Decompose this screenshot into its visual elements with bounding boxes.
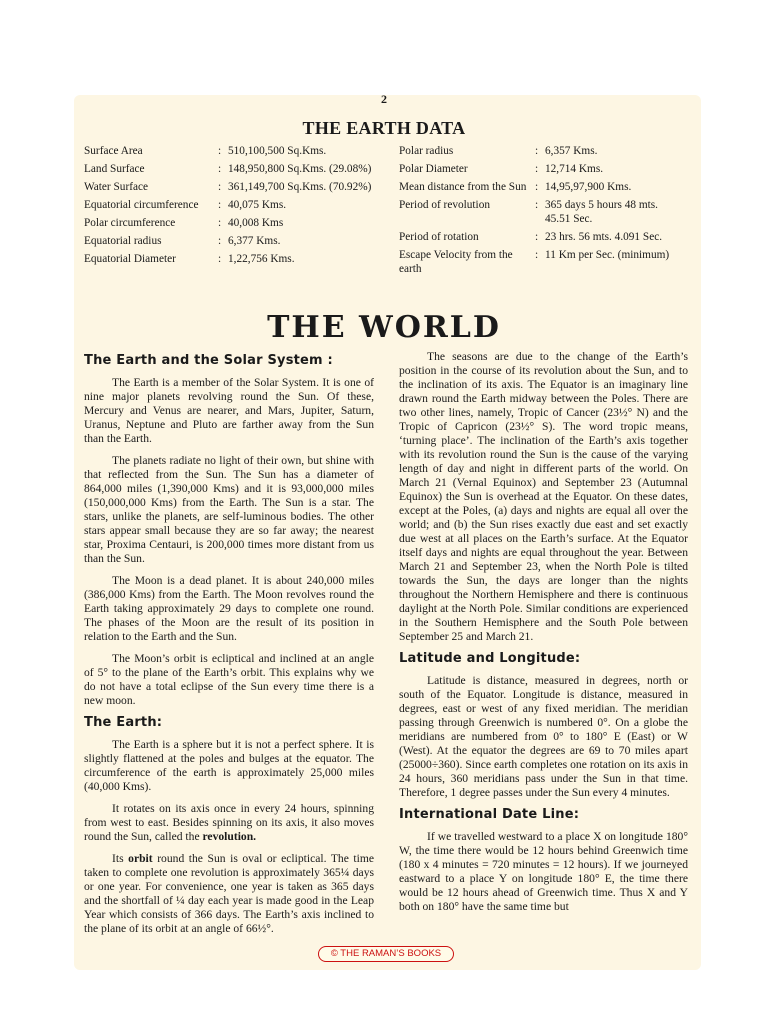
data-colon: : (218, 181, 222, 193)
data-value: 148,950,800 Sq.Kms. (29.08%) (228, 163, 372, 175)
data-colon: : (218, 253, 222, 265)
paragraph: Latitude is distance, measured in degrees, north or south of the Equator. Longitude is distance, measured in degrees, east or west of any fixed meridian. The meridian passing through Greenwich is numbered 0°. On a globe the meridians are numbered from 0° to 180° E (East) or W (West). At the equator the degrees are 69 to 70 miles apart (25000÷360). Since earth completes one rotation on its axis in 24 hours, 360 meridians pass under the Sun in that time. Therefore, 1 degree passes under the Sun every 4 minutes. (399, 674, 688, 799)
data-row (399, 180, 685, 194)
data-colon: : (535, 231, 539, 243)
data-label: Period of revolution (399, 199, 490, 211)
publisher-badge: © THE RAMAN’S BOOKS (318, 946, 454, 962)
data-label: Equatorial circumference (84, 199, 199, 211)
data-label: Land Surface (84, 163, 145, 175)
data-colon: : (535, 249, 539, 261)
data-row (84, 162, 380, 176)
data-value: 14,95,97,900 Kms. (545, 181, 632, 193)
data-colon: : (535, 163, 539, 175)
data-row (84, 234, 380, 248)
data-colon: : (218, 163, 222, 175)
data-row (399, 162, 685, 176)
paragraph (84, 852, 374, 936)
data-row (399, 230, 685, 244)
bold-term-orbit: orbit (128, 852, 153, 865)
data-colon: : (535, 145, 539, 157)
right-text-column (399, 350, 688, 922)
data-value: 365 days 5 hours 48 mts. 45.51 Sec. (545, 199, 658, 225)
data-colon: : (218, 217, 222, 229)
data-colon: : (218, 235, 222, 247)
earth-data-title: THE EARTH DATA (302, 118, 466, 138)
data-row (399, 248, 685, 276)
data-value: 361,149,700 Sq.Kms. (70.92%) (228, 181, 372, 193)
data-row (399, 144, 685, 158)
data-label: Water Surface (84, 181, 149, 193)
data-colon: : (535, 181, 539, 193)
data-value: 510,100,500 Sq.Kms. (228, 145, 327, 157)
data-label: Equatorial radius (84, 235, 162, 247)
data-value: 6,357 Kms. (545, 145, 598, 157)
paragraph: The planets radiate no light of their own, but shine with that reflected from the Sun. The Sun has a diameter of 864,000 miles (1,390,000 Kms) and it is 93,000,000 miles (150,000,000 Kms) from the Earth. The Sun is a star. The stars, unlike the planets, are self-luminous bodies. The other stars appear small because they are so far away; the nearest star, Proxima Centauri, is 200,000 times more distant from us than the Sun. (84, 454, 374, 565)
data-value: 12,714 Kms. (545, 163, 604, 175)
data-row (84, 180, 380, 194)
data-colon: : (218, 145, 222, 157)
left-text-column (84, 350, 374, 944)
text-span: It rotates on its axis once in every 24 hours, spinning from west to east. Besides spinning on its axis, it also moves round the Sun, called the (84, 802, 374, 843)
paragraph: The Earth is a member of the Solar System. It is one of nine major planets revolving round the Sun. Of these, Mercury and Venus are nearer, and Mars, Jupiter, Saturn, Uranus, Neptune and Pluto are farther away from the Sun than the Earth. (84, 376, 374, 445)
data-value: 1,22,756 Kms. (228, 253, 295, 265)
text-span: Its (112, 852, 129, 865)
data-label: Polar radius (399, 145, 454, 157)
earth-data-table-left (84, 144, 380, 270)
data-row (84, 216, 380, 230)
data-label: Equatorial Diameter (84, 253, 176, 265)
paragraph: The Moon is a dead planet. It is about 240,000 miles (386,000 Kms) from the Earth. The Moon revolves round the Earth taking approximately 29 days to complete one round. The phases of the Moon are the result of its position in relation to the Earth and the Sun. (84, 574, 374, 643)
world-title: THE WORLD (267, 310, 501, 345)
paragraph (84, 802, 374, 844)
data-row (84, 198, 380, 212)
data-value: 23 hrs. 56 mts. 4.091 Sec. (545, 231, 663, 243)
earth-data-table-right (399, 144, 685, 280)
section-heading-earth: The Earth: (84, 715, 163, 730)
data-label: Escape Velocity from the earth (399, 249, 513, 275)
data-label: Period of rotation (399, 231, 479, 243)
paragraph: If we travelled westward to a place X on longitude 180° W, the time there would be 12 hours behind Greenwich time (180 x 4 minutes = 720 minutes = 12 hours). If we journeyed eastward to a place Y on longitude 180° E, the time there would be 12 hours ahead of Greenwich time. Thus X and Y both on 180° have the same time but (399, 830, 688, 913)
paragraph: The seasons are due to the change of the Earth’s position in the course of its revolution about the Sun, and to the inclination of its axis. The Equator is an imaginary line drawn round the Earth midway between the Poles. There are two other lines, namely, Tropic of Cancer (23½° N) and the Tropic of Capricon (23½° S). The word tropic means, ‘turning place’. The inclination of the Earth’s axis together with its revolution round the Sun is the cause of the varying length of day and night in different parts of the world. On March 21 (Vernal Equinox) and September 23 (Autumnal Equinox) the Sun is overhead at the Equator. On these dates, except at the Poles, (a) days and nights are equal all over the world; and (b) the Sun rises exactly due east and set exactly due west at all places on the Earth’s surface. At the Equator itself days and nights are equal throughout the year. Between March 21 and September 23, when the North Pole is tilted towards the Sun, the days are longer than the nights throughout the Northern Hemisphere and there is continuous daylight at the North Pole. Similar conditions are experienced in the Southern Hemisphere and the South Pole between September 25 and March 21. (399, 350, 688, 643)
page-number: 2 (381, 92, 387, 106)
text-span: round the Sun is oval or ecliptical. The time taken to complete one revolution is approximately 365¼ days or one year. For convenience, one year is taken as 365 days and the shortfall of ¼ day each year is made good in the Leap Year which consists of 366 days. The Earth’s axis inclined to the plane of its orbit at an angle of 66½°. (84, 852, 375, 935)
data-label: Polar Diameter (399, 163, 468, 175)
data-label: Polar circumference (84, 217, 176, 229)
data-colon: : (535, 199, 539, 211)
section-heading-solar-system: The Earth and the Solar System : (84, 353, 333, 368)
section-heading-date-line: International Date Line: (399, 807, 580, 822)
data-value: 40,075 Kms. (228, 199, 287, 211)
data-label: Surface Area (84, 145, 143, 157)
data-value: 40,008 Kms (228, 217, 284, 229)
data-row (399, 198, 685, 226)
data-value: 11 Km per Sec. (minimum) (545, 249, 670, 261)
bold-term-revolution: revolution. (202, 830, 257, 843)
paragraph: The Earth is a sphere but it is not a perfect sphere. It is slightly flattened at the poles and bulges at the equator. The circumference of the earth is approximately 25,000 miles (40,000 Kms). (84, 738, 374, 793)
data-row (84, 144, 380, 158)
section-heading-latitude-longitude: Latitude and Longitude: (399, 651, 581, 666)
data-colon: : (218, 199, 222, 211)
data-label: Mean distance from the Sun (399, 181, 527, 193)
data-row (84, 252, 380, 266)
paragraph: The Moon’s orbit is ecliptical and inclined at an angle of 5° to the plane of the Earth’s orbit. This explains why we do not have a total eclipse of the Sun every time there is a new moon. (84, 652, 374, 707)
data-value: 6,377 Kms. (228, 235, 281, 247)
